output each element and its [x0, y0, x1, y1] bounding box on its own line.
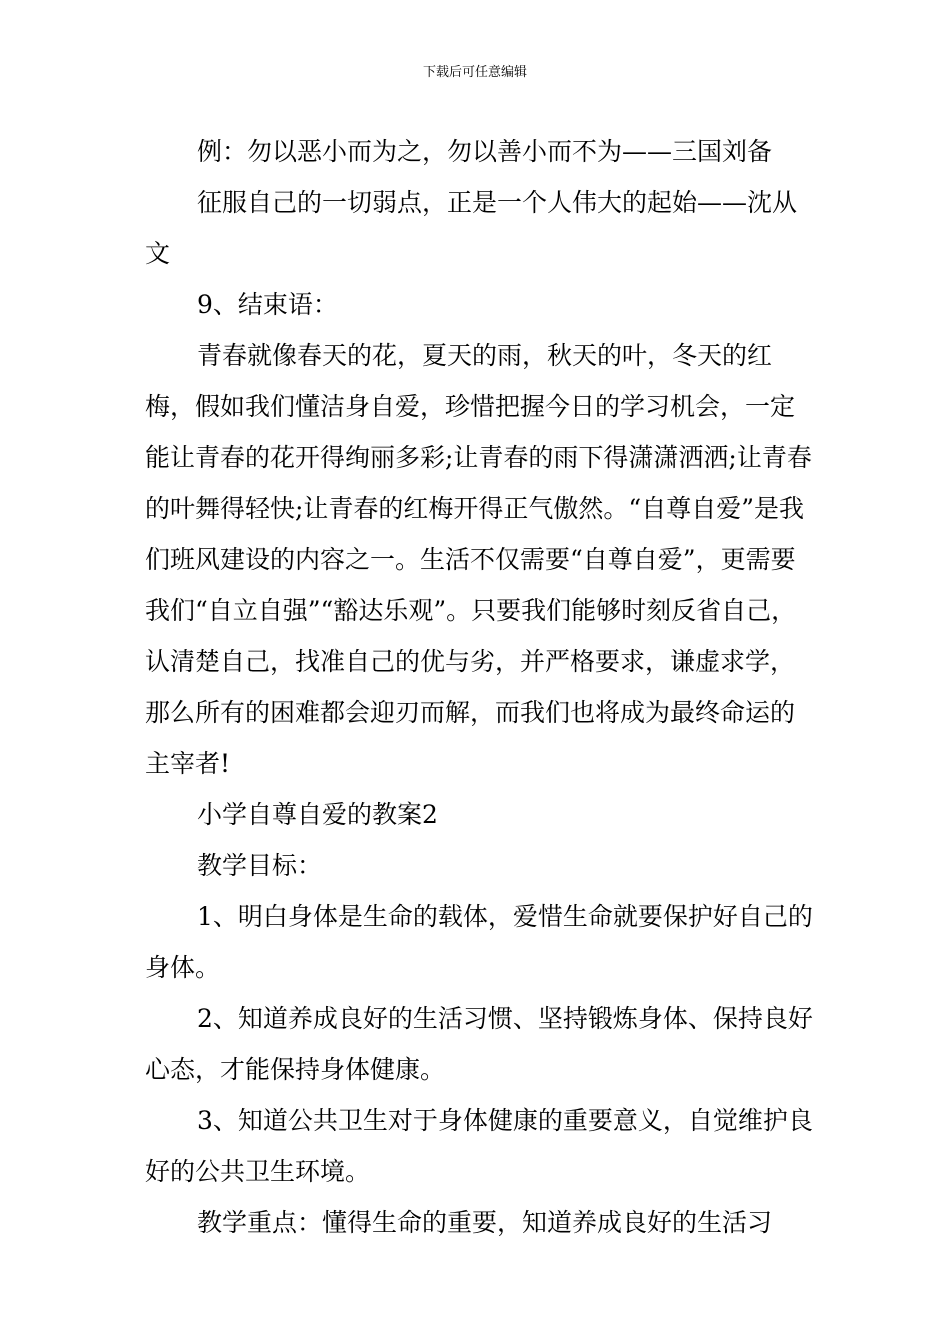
paragraph-key-points: 教学重点：懂得生命的重要，知道养成良好的生活习 [197, 1208, 773, 1237]
document-body [145, 126, 815, 1248]
objective-item-3: 3、知道公共卫生对于身体健康的重要意义，自觉维护良好的公共卫生环境。 [145, 1106, 813, 1186]
lesson-plan-title: 小学自尊自爱的教案2 [197, 800, 438, 829]
paragraph-quote-liubei: 例：勿以恶小而为之，勿以善小而不为——三国刘备 [197, 137, 773, 166]
page-header: 下载后可任意编辑 [422, 65, 527, 80]
objective-item-2: 2、知道养成良好的生活习惯、坚持锻炼身体、保持良好心态，才能保持身体健康。 [145, 1004, 813, 1084]
paragraph-quote-shencongwen: 征服自己的一切弱点，正是一个人伟大的起始——沈从文 [145, 188, 798, 268]
section-heading-conclusion: 9、结束语： [197, 290, 338, 319]
objective-item-1: 1、明白身体是生命的载体，爱惜生命就要保护好自己的身体。 [145, 902, 813, 982]
paragraph-conclusion: 青春就像春天的花，夏天的雨，秋天的叶，冬天的红梅，假如我们懂洁身自爱，珍惜把握今日的学习机会，一定能让青春的花开得绚丽多彩;让青春的雨下得潇潇洒洒;让青春的叶舞得轻快;让青春的红梅开得正气傲然。“自尊自爱”是我们班风建设的内容之一。生活不仅需要“自尊自爱”，更需要我们“自立自强”“豁达乐观”。只要我们能够时刻反省自己，认清楚自己，找准自己的优与劣，并严格要求，谦虚求学，那么所有的困难都会迎刃而解，而我们也将成为最终命运的主宰者! [145, 341, 812, 778]
section-heading-objectives: 教学目标： [197, 851, 323, 880]
